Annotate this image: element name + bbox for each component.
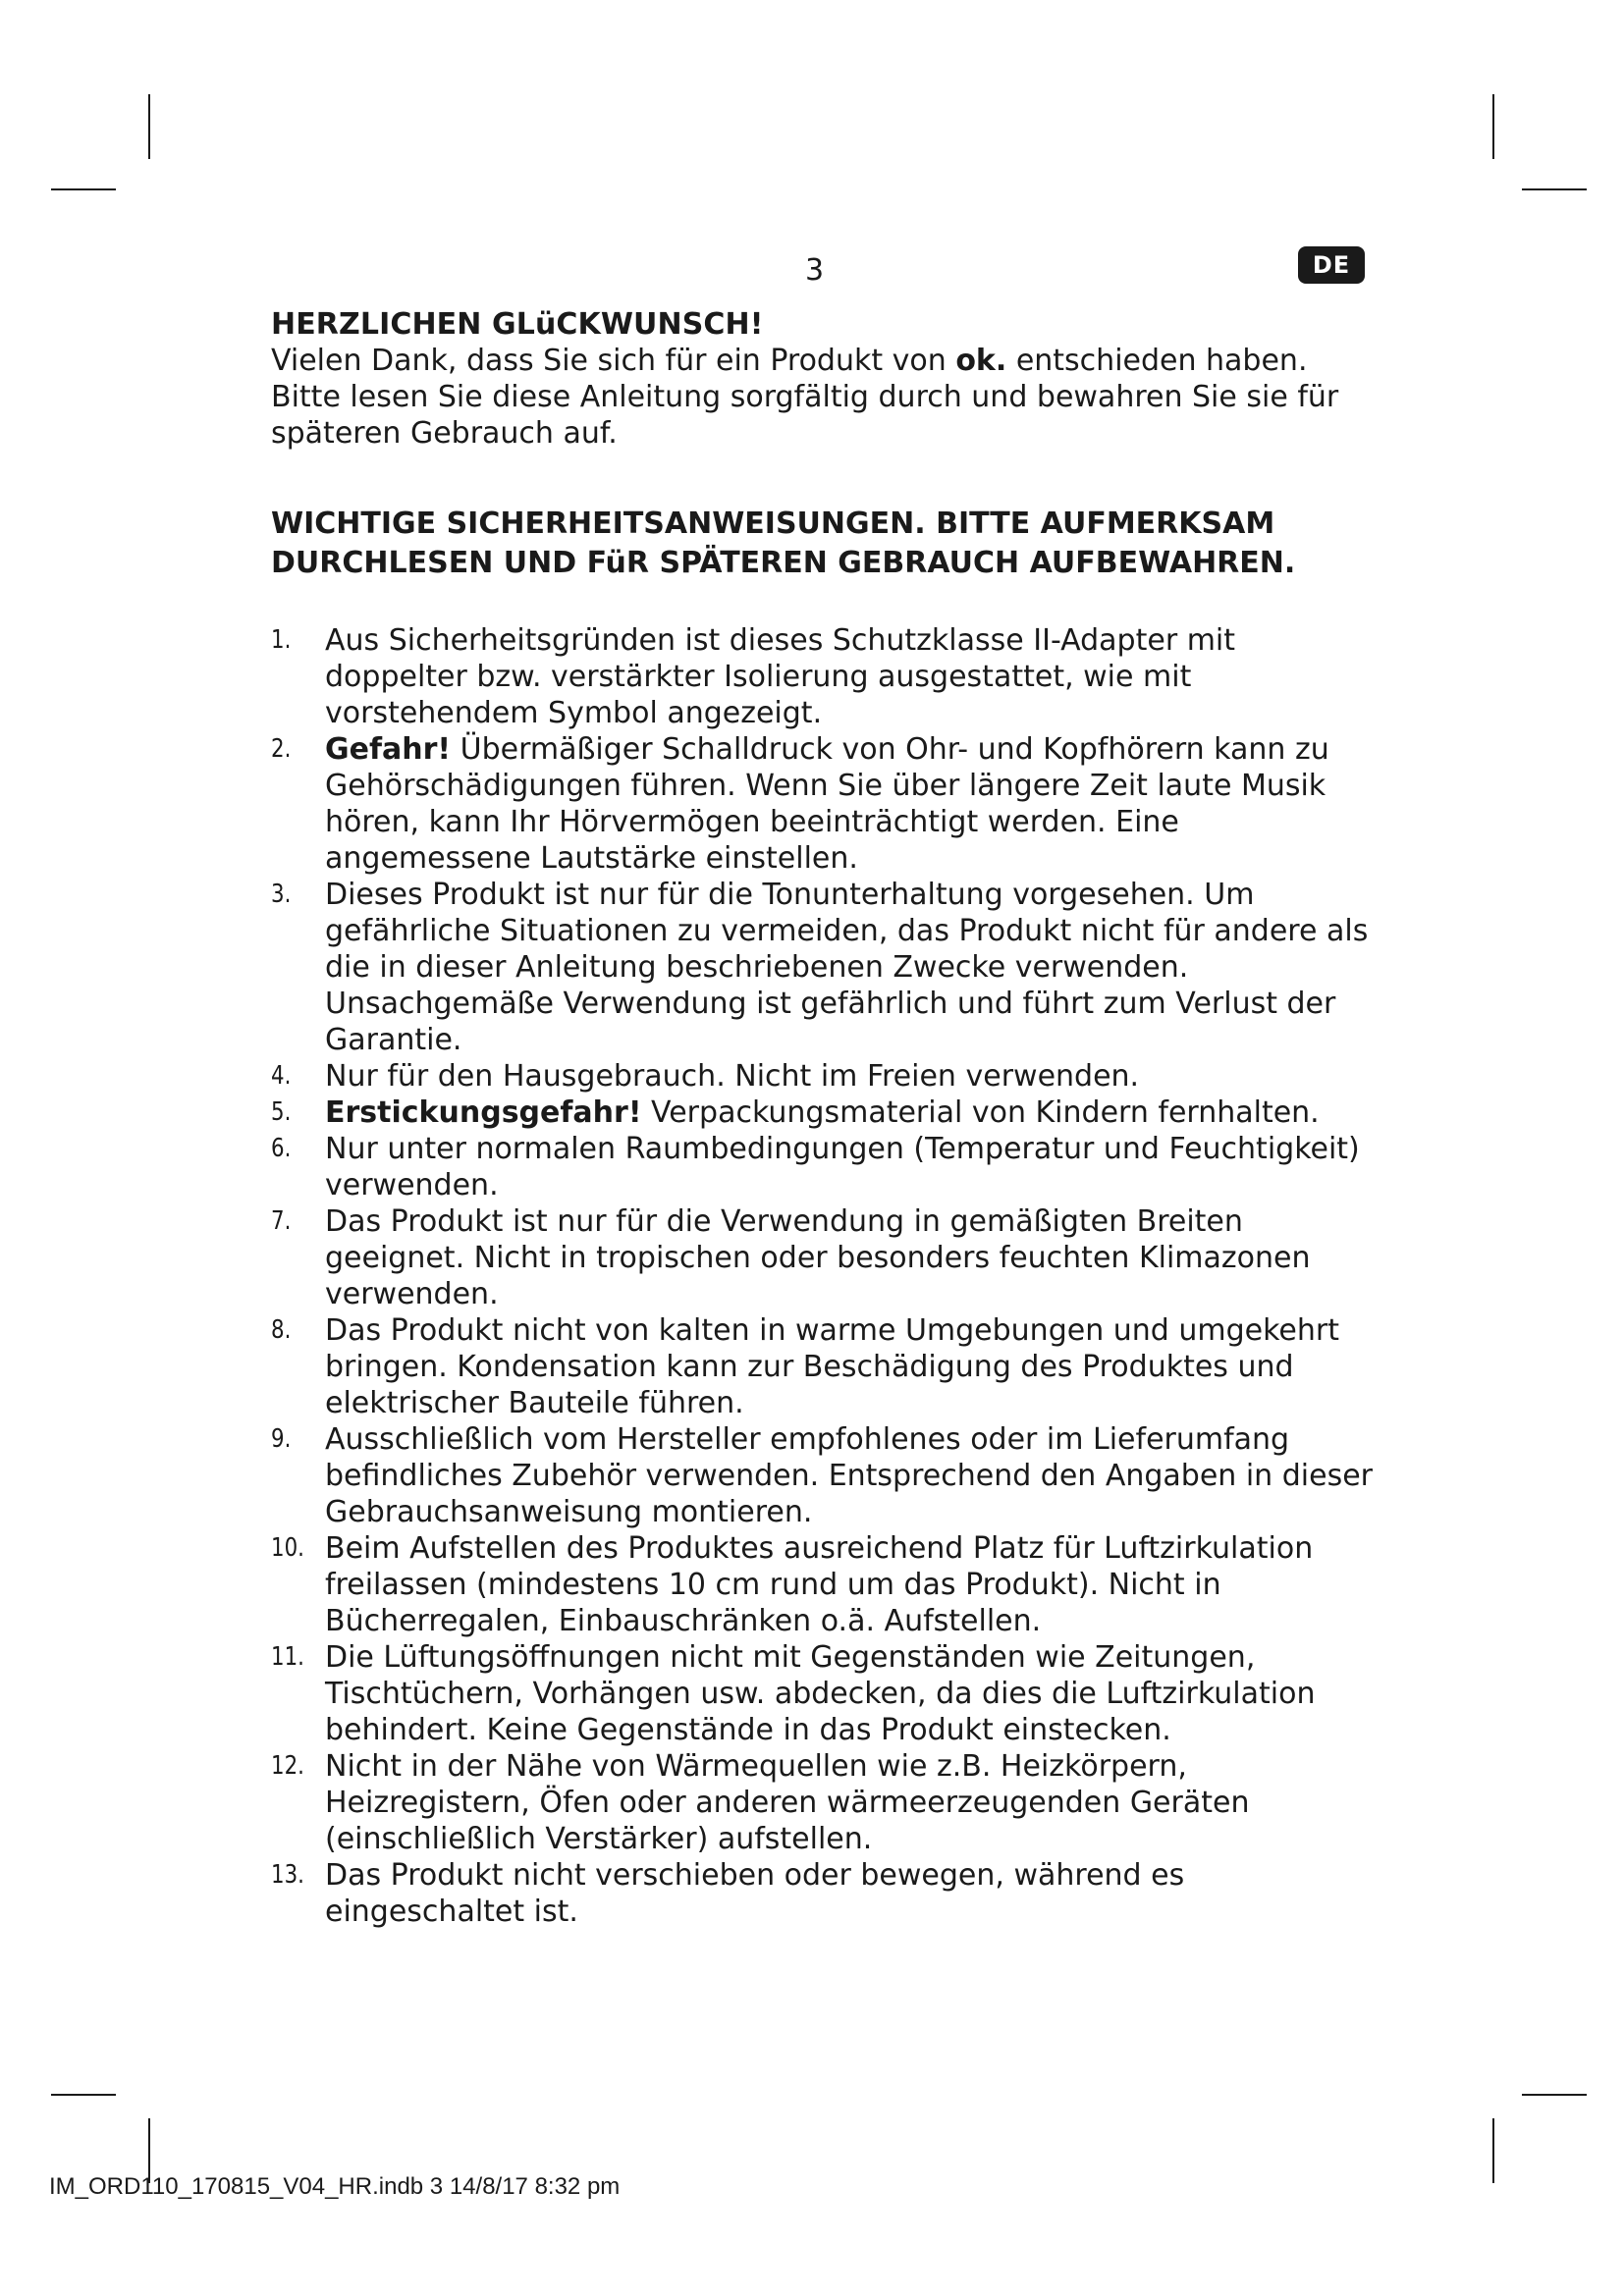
crop-mark-top-left-horizontal (51, 188, 116, 190)
list-item (271, 1530, 1380, 1639)
item-emphasis: Gefahr! (325, 732, 452, 767)
crop-mark-top-left-vertical (148, 94, 150, 159)
list-number: 5. (271, 1097, 292, 1127)
safety-title (271, 505, 1380, 583)
list-number: 11. (271, 1642, 304, 1672)
crop-mark-bottom-left-horizontal (51, 2094, 116, 2096)
list-number: 2. (271, 734, 292, 764)
list-item (271, 1131, 1380, 1203)
safety-title-line1: WICHTIGE SICHERHEITSANWEISUNGEN. BITTE AUFMERKSAM (271, 507, 1275, 541)
language-badge: DE (1298, 246, 1365, 284)
crop-mark-bottom-right-vertical (1492, 2118, 1494, 2183)
crop-mark-top-right-horizontal (1522, 188, 1587, 190)
item-text: Ausschließlich vom Hersteller empfohlenes oder im Lieferumfang befindliches Zubehör verwenden. Entsprechend den Angaben in dieser Gebrauchsanweisung montieren. (325, 1422, 1373, 1529)
list-item (271, 1058, 1380, 1095)
list-item (271, 1639, 1380, 1748)
list-item (271, 622, 1380, 731)
print-file-info: IM_ORD110_170815_V04_HR.indb 3 14/8/17 8:32 pm (49, 2173, 621, 2200)
document-body (271, 306, 1380, 1930)
list-item (271, 1095, 1380, 1131)
greeting-line-prefix: Vielen Dank, dass Sie sich für ein Produkt von (271, 344, 956, 378)
list-number: 7. (271, 1206, 292, 1236)
item-text: Das Produkt nicht verschieben oder bewegen, während es eingeschaltet ist. (325, 1858, 1185, 1929)
list-item (271, 1203, 1380, 1312)
page-number: 3 (805, 253, 825, 288)
list-number: 9. (271, 1424, 292, 1454)
list-number: 3. (271, 880, 292, 909)
list-item (271, 731, 1380, 877)
crop-mark-top-right-vertical (1492, 94, 1494, 159)
list-item (271, 1857, 1380, 1930)
item-text: Aus Sicherheitsgründen ist dieses Schutzklasse II-Adapter mit doppelter bzw. verstärkter Isolierung ausgestattet, wie mit vorstehendem Symbol angezeigt. (325, 623, 1236, 730)
list-number: 4. (271, 1061, 292, 1091)
crop-mark-bottom-right-horizontal (1522, 2094, 1587, 2096)
list-number: 13. (271, 1860, 304, 1890)
item-text: Nicht in der Nähe von Wärmequellen wie z.B. Heizkörpern, Heizregistern, Öfen oder anderen wärmeerzeugenden Geräten (einschließlich Verstärker) aufstellen. (325, 1749, 1250, 1856)
item-text: Beim Aufstellen des Produktes ausreichend Platz für Luftzirkulation freilassen (mindestens 10 cm rund um das Produkt). Nicht in Bücherregalen, Einbauschränken o.ä. Aufstellen. (325, 1531, 1314, 1638)
list-number: 1. (271, 625, 292, 655)
item-text: Nur unter normalen Raumbedingungen (Temperatur und Feuchtigkeit) verwenden. (325, 1132, 1360, 1202)
brand-name: ok. (955, 344, 1007, 378)
safety-title-line2: DURCHLESEN UND FüR SPÄTEREN GEBRAUCH AUFBEWAHREN. (271, 546, 1296, 580)
list-item (271, 1748, 1380, 1857)
list-item (271, 877, 1380, 1058)
list-item (271, 1421, 1380, 1530)
list-item (271, 1312, 1380, 1421)
greeting-line-suffix: entschieden haben. (1006, 344, 1308, 378)
item-text: Das Produkt nicht von kalten in warme Umgebungen und umgekehrt bringen. Kondensation kann zur Beschädigung des Produktes und elektrischer Bauteile führen. (325, 1313, 1339, 1420)
list-number: 8. (271, 1315, 292, 1345)
greeting-intro (271, 343, 1380, 452)
item-text: Das Produkt ist nur für die Verwendung in gemäßigten Breiten geeignet. Nicht in tropischen oder besonders feuchten Klimazonen verwenden. (325, 1204, 1311, 1311)
list-number: 12. (271, 1751, 304, 1781)
item-emphasis: Erstickungsgefahr! (325, 1095, 642, 1130)
item-text: Nur für den Hausgebrauch. Nicht im Freien verwenden. (325, 1059, 1140, 1094)
list-number: 6. (271, 1134, 292, 1163)
item-text: Übermäßiger Schalldruck von Ohr- und Kopfhörern kann zu Gehörschädigungen führen. Wenn Sie über längere Zeit laute Musik hören, kann Ihr Hörvermögen beeinträchtigt werden. Eine angemessene Lautstärke einstellen. (325, 732, 1329, 876)
item-text: Die Lüftungsöffnungen nicht mit Gegenständen wie Zeitungen, Tischtüchern, Vorhängen usw. abdecken, da dies die Luftzirkulation behindert. Keine Gegenstände in das Produkt einstecken. (325, 1640, 1316, 1747)
list-number: 10. (271, 1533, 304, 1563)
item-text: Verpackungsmaterial von Kindern fernhalten. (641, 1095, 1320, 1130)
safety-instructions-list (271, 622, 1380, 1930)
greeting-body: Bitte lesen Sie diese Anleitung sorgfältig durch und bewahren Sie sie für späteren Gebrauch auf. (271, 380, 1339, 451)
item-text: Dieses Produkt ist nur für die Tonunterhaltung vorgesehen. Um gefährliche Situationen zu vermeiden, das Produkt nicht für andere als die in dieser Anleitung beschriebenen Zwecke verwenden. Unsachgemäße Verwendung ist gefährlich und führt zum Verlust der Garantie. (325, 878, 1369, 1057)
greeting-title: HERZLICHEN GLüCKWUNSCH! (271, 307, 764, 342)
